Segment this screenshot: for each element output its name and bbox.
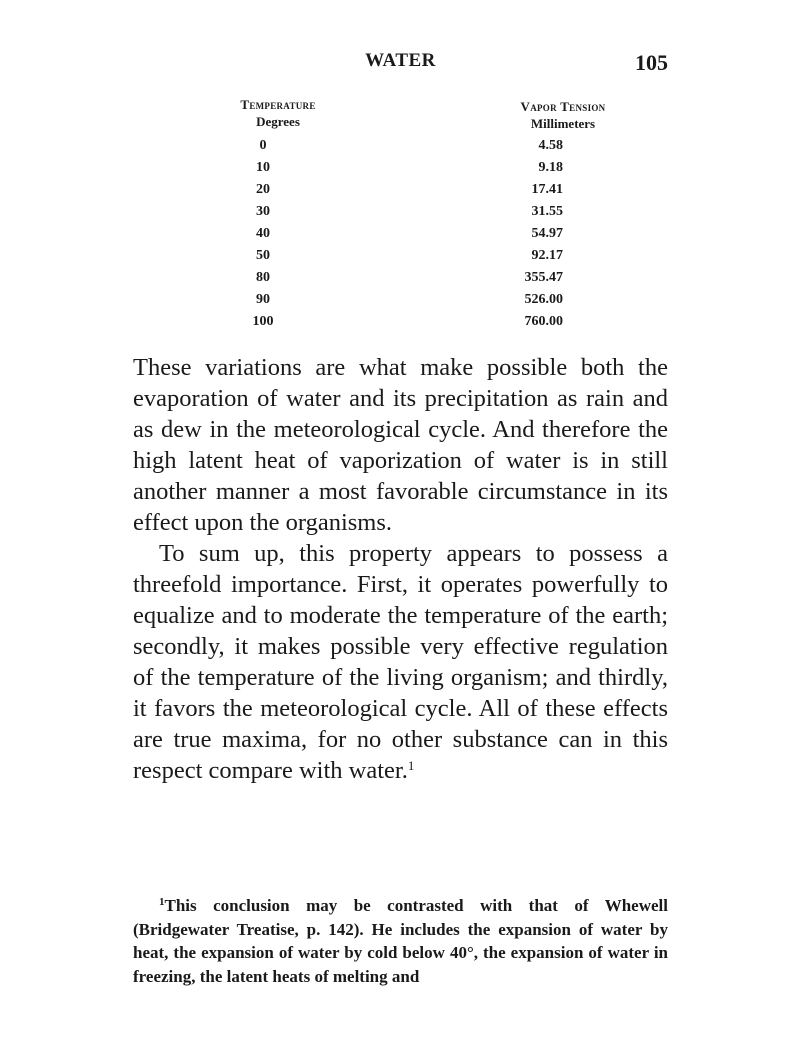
body-text <box>133 352 668 786</box>
temperature-cell: 40 <box>256 226 270 241</box>
temperature-unit-label: Degrees <box>256 114 300 129</box>
temperature-cell: 30 <box>256 204 270 219</box>
footnote-paragraph <box>133 894 668 988</box>
running-head <box>133 50 668 78</box>
temperature-header-label: Temperature <box>240 97 316 112</box>
table-row <box>133 246 668 268</box>
vapor-tension-cell: 31.55 <box>531 204 563 219</box>
vapor-tension-cell: 17.41 <box>531 182 563 197</box>
footnote-reference: 1 <box>407 758 415 773</box>
table-row <box>133 136 668 158</box>
table-row <box>133 180 668 202</box>
table-row <box>133 268 668 290</box>
book-page <box>133 0 668 1050</box>
vapor-tension-column-header <box>488 98 638 132</box>
vapor-tension-cell: 526.00 <box>524 292 563 307</box>
table-row <box>133 290 668 312</box>
temperature-cell: 10 <box>256 160 270 175</box>
temperature-cell: 90 <box>256 292 270 307</box>
vapor-tension-cell: 4.58 <box>538 138 563 153</box>
vapor-tension-cell: 760.00 <box>524 314 563 329</box>
table-row <box>133 312 668 334</box>
footnote <box>133 894 668 988</box>
vapor-tension-cell: 92.17 <box>531 248 563 263</box>
vapor-tension-cell: 9.18 <box>538 160 563 175</box>
chapter-title: WATER <box>365 50 436 71</box>
table-row <box>133 202 668 224</box>
page-number: 105 <box>635 50 668 75</box>
temperature-cell: 50 <box>256 248 270 263</box>
vapor-tension-header-label: Vapor Tension <box>520 99 606 114</box>
paragraph: These variations are what make possible both the evaporation of water and its precipitation as rain and as dew in the meteorological cycle. And therefore the high latent heat of vaporization of water is in still another manner a most favorable circumstance in its effect upon the organisms. <box>133 354 668 536</box>
vapor-tension-cell: 54.97 <box>531 226 563 241</box>
table-row <box>133 224 668 246</box>
table-body <box>133 136 668 334</box>
temperature-cell: 80 <box>256 270 270 285</box>
temperature-cell: 100 <box>252 314 274 329</box>
footnote-marker: 1 <box>159 896 165 908</box>
temperature-cell: 0 <box>259 138 267 153</box>
vapor-tension-cell: 355.47 <box>524 270 563 285</box>
paragraph <box>133 538 668 786</box>
temperature-cell: 20 <box>256 182 270 197</box>
temperature-column-header <box>218 96 338 130</box>
footnote-text: This conclusion may be contrasted with that of Whewell (Bridgewater Treatise, p. 142). He includes the expansion of water by heat, the expansion of water by cold below 40°, the expansion of water in freezing, the latent heats of melting and <box>133 896 668 986</box>
paragraph-text: To sum up, this property appears to possess a threefold importance. First, it operates powerfully to equalize and to moderate the temperature of the earth; secondly, it makes possible very effective regulation of the temperature of the living organism; and thirdly, it favors the meteorological cycle. All of these effects are true maxima, for no other substance can in this respect compare with water. <box>133 540 668 784</box>
table-row <box>133 158 668 180</box>
vapor-tension-unit-label: Millimeters <box>530 116 596 131</box>
